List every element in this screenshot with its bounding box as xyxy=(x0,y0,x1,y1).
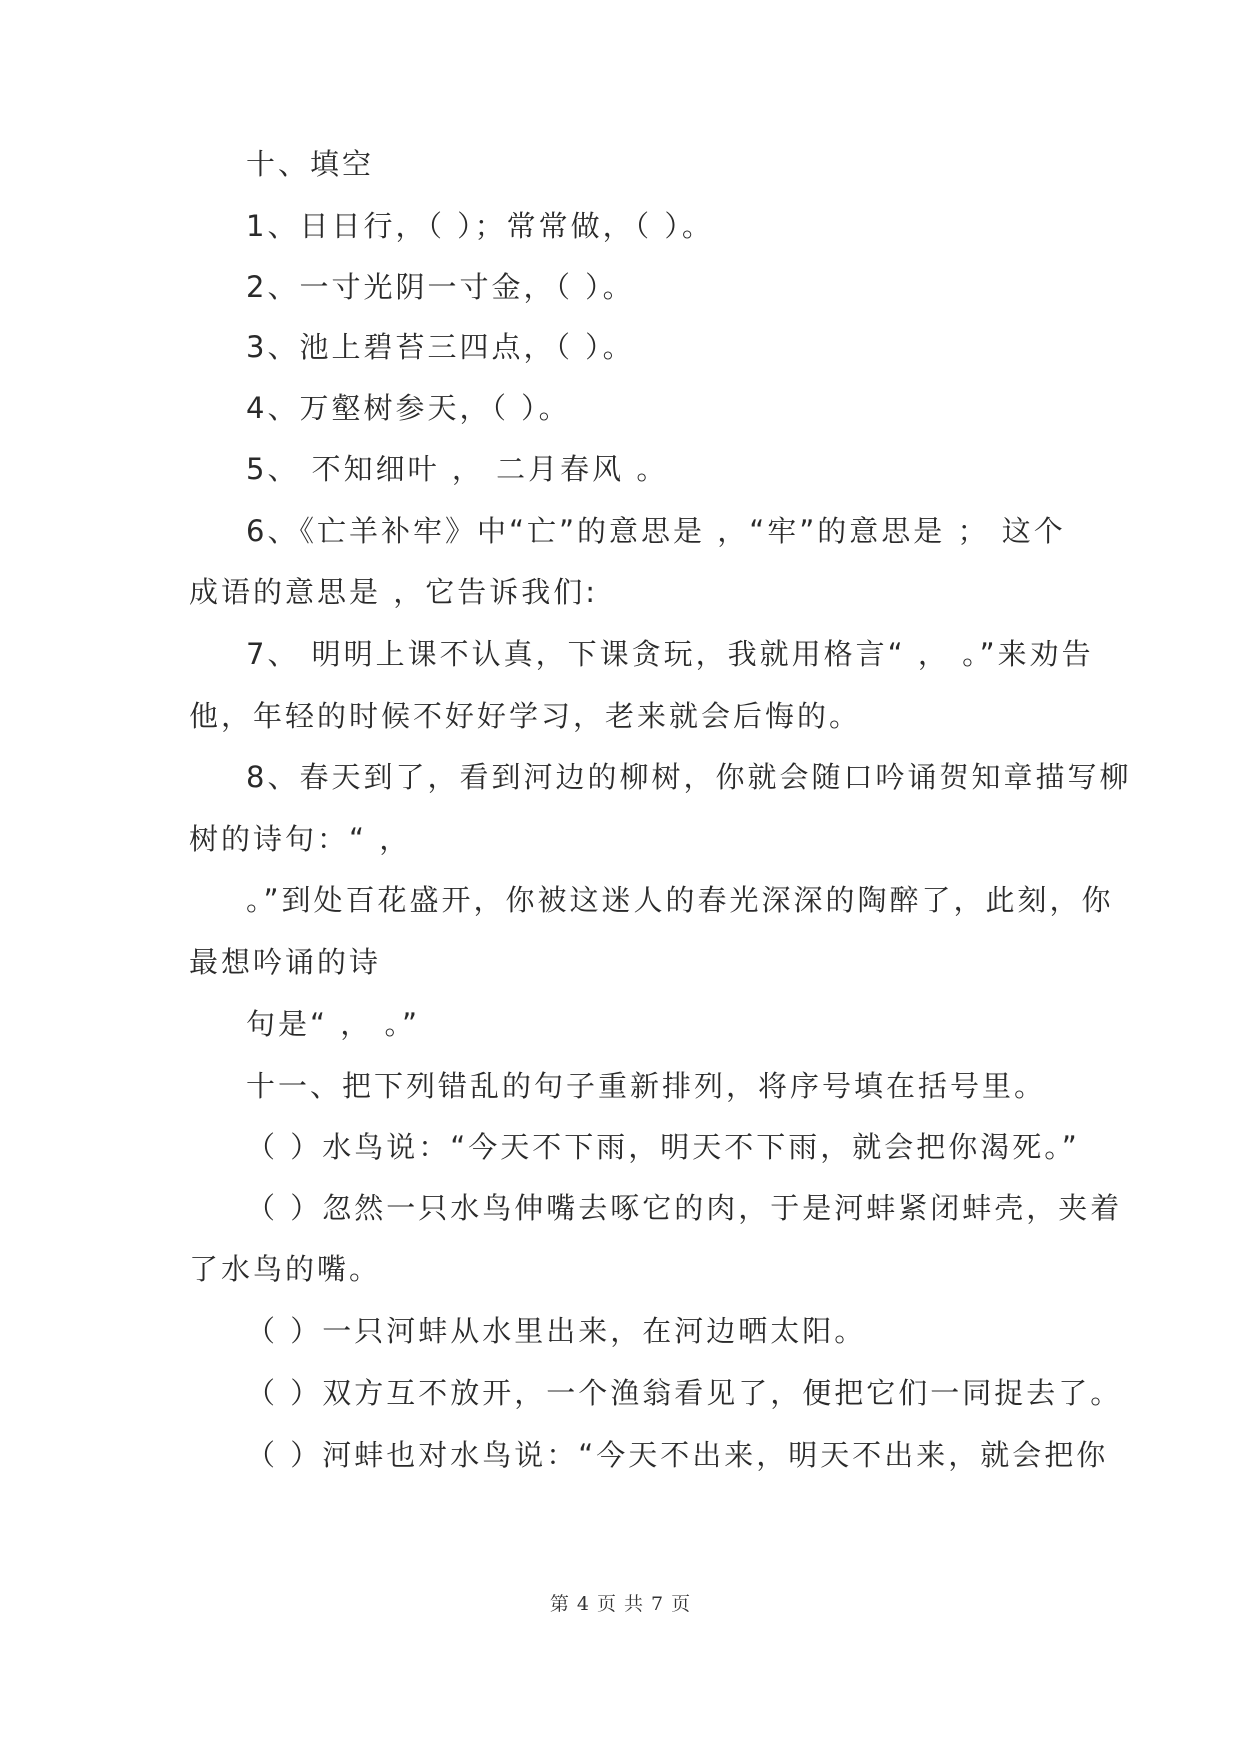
sentence-item: （ ）水鸟说：“今天不下雨，明天不下雨，就会把你渴死。” xyxy=(246,1130,1080,1164)
question-2: 2、一寸光阴一寸金，（ ）。 xyxy=(246,270,635,304)
sentence-item: （ ）忽然一只水鸟伸嘴去啄它的肉，于是河蚌紧闭蚌壳，夹着 xyxy=(246,1191,1123,1225)
question-8-line-5: 句是“ ， 。” xyxy=(246,1007,420,1041)
question-7-line-2: 他，年轻的时候不好好学习，老来就会后悔的。 xyxy=(189,699,862,733)
sentence-item: （ ）河蚌也对水鸟说：“今天不出来，明天不出来，就会把你 xyxy=(246,1438,1109,1472)
question-8-line-1: 8、春天到了，看到河边的柳树，你就会随口吟诵贺知章描写柳 xyxy=(246,760,1132,794)
question-4: 4、万壑树参天，（ ）。 xyxy=(246,391,571,425)
section-ten-heading: 十、填空 xyxy=(246,147,375,181)
question-5: 5、 不知细叶 ， 二月春风 。 xyxy=(246,452,669,486)
question-8-line-2: 树的诗句：“ ， xyxy=(189,822,412,856)
page-number-footer: 第 4 页 共 7 页 xyxy=(549,1593,692,1615)
question-6-line-2: 成语的意思是 ，它告诉我们: xyxy=(189,575,598,609)
sentence-item: （ ）双方互不放开，一个渔翁看见了，便把它们一同捉去了。 xyxy=(246,1376,1123,1410)
question-6-line-1: 6、《亡羊补牢》中“亡”的意思是 ，“牢”的意思是 ； 这个 xyxy=(246,514,1066,548)
question-8-line-3: 。”到处百花盛开，你被这迷人的春光深深的陶醉了，此刻，你 xyxy=(246,883,1114,917)
sentence-item-continuation: 了水鸟的嘴。 xyxy=(189,1252,382,1286)
question-7-line-1: 7、 明明上课不认真，下课贪玩，我就用格言“ ， 。”来劝告 xyxy=(246,637,1094,671)
question-1: 1、日日行，（ ）；常常做，（ ）。 xyxy=(246,209,714,243)
question-8-line-4: 最想吟诵的诗 xyxy=(189,945,382,979)
question-3: 3、池上碧苔三四点，（ ）。 xyxy=(246,330,635,364)
section-eleven-heading: 十一、把下列错乱的句子重新排列，将序号填在括号里。 xyxy=(246,1069,1047,1103)
sentence-item: （ ）一只河蚌从水里出来，在河边晒太阳。 xyxy=(246,1314,867,1348)
